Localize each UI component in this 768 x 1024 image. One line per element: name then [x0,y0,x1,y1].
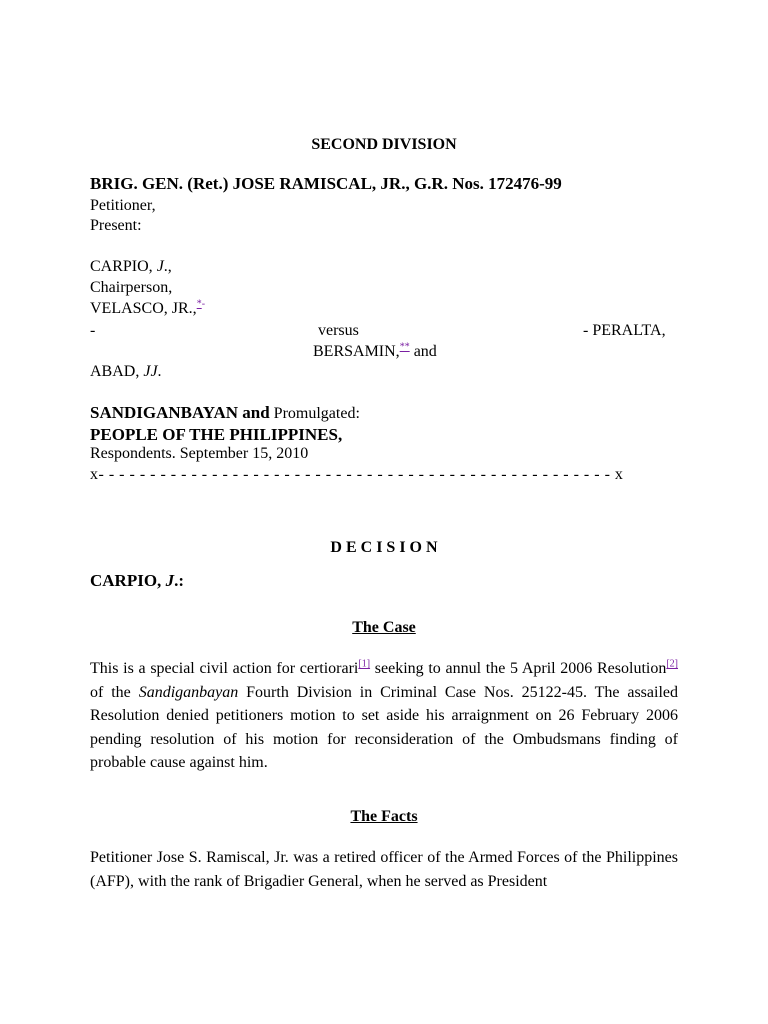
justice-name: BERSAMIN, [313,343,400,360]
facts-heading: The Facts [350,808,418,825]
court-name: Sandiganbayan [138,683,239,701]
ponente-line [90,570,184,591]
dash-left: - [90,322,96,339]
petitioner-role: Petitioner, [90,197,156,214]
footnote-link-1[interactable]: [1] [358,658,371,670]
respondent-sandiganbayan [90,402,360,424]
justice-peralta: - PERALTA, [583,322,666,339]
division-heading: SECOND DIVISION [311,136,457,153]
justice-punct: ., [163,258,172,275]
footnote-dash: - [201,298,206,310]
petitioner-caption: BRIG. GEN. (Ret.) JOSE RAMISCAL, JR., G.R. Nos. 172476-99 [90,174,562,193]
footnote-link-double-asterisk[interactable]: ** [399,341,410,353]
justice-punct: . [157,363,162,380]
footnote-link-asterisk[interactable]: * [196,298,202,310]
text-run: Fourth Division in Criminal Case Nos. 25122-45. The assailed Resolution denied petitioners motion to set aside his arraignment on 26 February 2006 pending resolution of his motion for reconsideration of the Ombudsmans finding of probable cause against him. [90,683,679,771]
justice-title: J [156,258,164,275]
present-label: Present: [90,217,142,234]
separator-line: x- - - - - - - - - - - - - - - - - - - - - - - - - - - - - - - - - - - - - - - - - - - - - - - - - - x [90,466,624,483]
justice-title: JJ [143,363,158,380]
ponente-name: CARPIO, [90,571,166,590]
justice-bersamin [313,341,437,362]
justice-velasco [90,298,205,319]
text-run: of the [90,683,139,701]
respondent-name: SANDIGANBAYAN and [90,403,270,422]
ponente-punct: .: [174,571,184,590]
case-paragraph [90,657,678,775]
justice-name: VELASCO, JR., [90,300,197,317]
respondents-date: Respondents. September 15, 2010 [90,445,309,462]
chairperson-label: Chairperson, [90,279,173,296]
versus-label: versus [318,322,359,339]
ponente-title: J [165,571,175,590]
text-run: This is a special civil action for certiorari [90,660,359,677]
conjunction: and [409,343,437,360]
justice-name: CARPIO, [90,258,157,275]
promulgated-label: Promulgated: [269,405,360,422]
facts-paragraph: Petitioner Jose S. Ramiscal, Jr. was a retired officer of the Armed Forces of the Philippines (AFP), with the rank of Brigadier General, when he served as President [90,849,678,890]
justice-name: ABAD, [90,363,144,380]
footnote-link-2[interactable]: [2] [666,658,679,670]
text-run: seeking to annul the 5 April 2006 Resolution [370,660,667,677]
justice-abad [90,361,162,382]
case-heading: The Case [352,619,416,636]
decision-title: D E C I S I O N [330,539,438,556]
justice-carpio [90,256,172,277]
respondent-people: PEOPLE OF THE PHILIPPINES, [90,425,343,444]
